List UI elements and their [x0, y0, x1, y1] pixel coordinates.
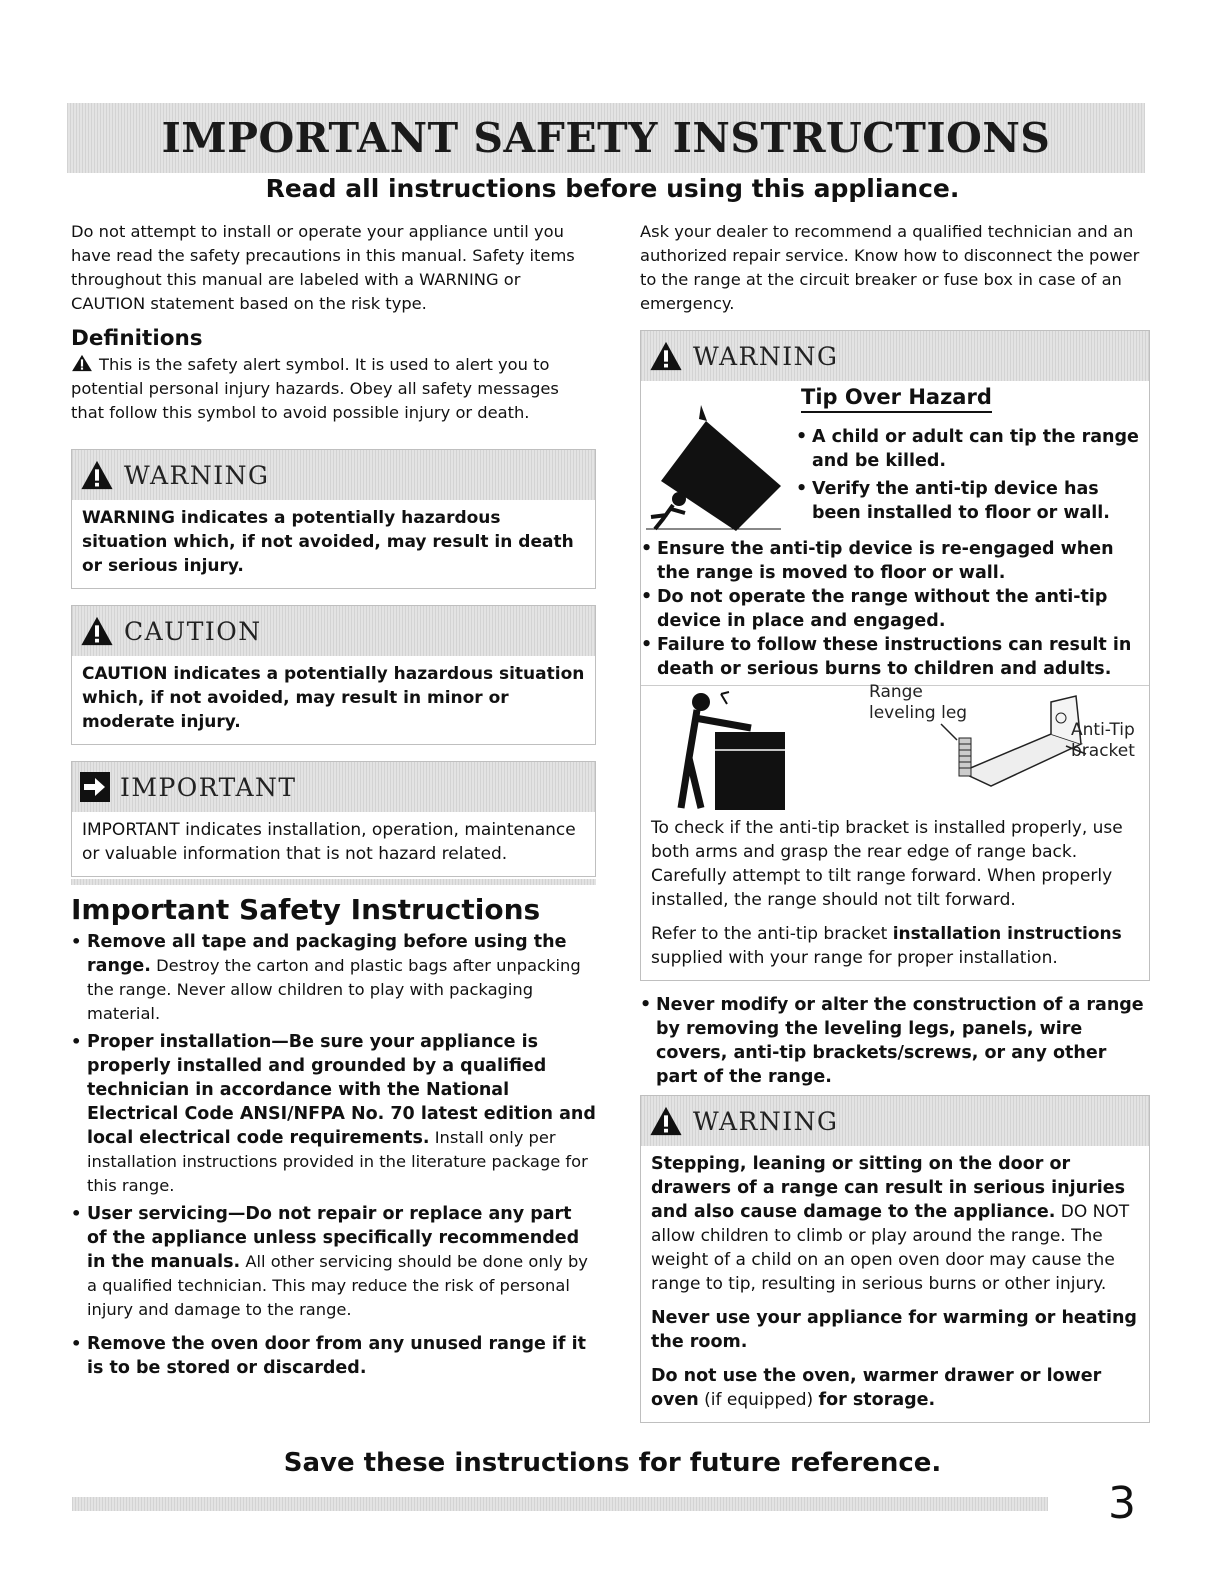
page-title: IMPORTANT SAFETY INSTRUCTIONS — [161, 114, 1051, 162]
list-item: • Proper installation—Be sure your appliance is properly installed and grounded by a qualified technician in accordance with the National Electrical Code ANSI/NFPA No. 70 latest edition and local electrical code requirements. Install only per installation instructions provided in the literature package for this range. — [71, 1030, 596, 1198]
list-item: • User servicing—Do not repair or replace any part of the appliance unless specifically recommended in the manuals. All other servicing should be done only by a qualified technician. This may reduce the risk of personal injury and damage to the range. — [71, 1202, 596, 1322]
definitions-text: This is the safety alert symbol. It is used to alert you to potential personal injury hazards. Obey all safety messages that follow this symbol to avoid possible injury or death. — [71, 355, 559, 422]
left-column — [71, 220, 596, 1384]
warning-definition-text: WARNING indicates a potentially hazardous situation which, if not avoided, may result in death or serious injury. — [82, 508, 574, 576]
anti-tip-bracket-label: Anti-Tip bracket — [1071, 720, 1135, 761]
list-item: • Ensure the anti-tip device is re-engaged when the range is moved to floor or wall. — [641, 537, 1139, 585]
title-banner — [67, 103, 1145, 173]
never-modify-list — [640, 993, 1150, 1089]
important-header — [72, 762, 595, 812]
list-item: • Do not operate the range without the anti-tip device in place and engaged. — [641, 585, 1139, 633]
safety-alert-icon — [71, 354, 93, 372]
important-label: IMPORTANT — [120, 772, 297, 802]
tip-over-long-list — [641, 537, 1139, 681]
warning-header — [72, 450, 595, 500]
tip-over-warning-box — [640, 330, 1150, 981]
warning-definition-box — [71, 449, 596, 589]
warning-header — [641, 1096, 1149, 1146]
storage-text: Do not use the oven, warmer drawer or lower oven (if equipped) for storage. — [651, 1366, 1102, 1410]
tip-over-long-list-wrap — [641, 537, 1149, 685]
range-leveling-leg-label: Range leveling leg — [869, 682, 968, 723]
important-definition-box — [71, 761, 596, 877]
tipping-range-illustration — [641, 391, 791, 531]
stepping-warning-body — [641, 1146, 1149, 1422]
safety-instructions-list — [71, 930, 596, 1380]
warning-label: WARNING — [693, 1106, 839, 1136]
safety-alert-icon — [649, 340, 683, 372]
stepping-warning-box — [640, 1095, 1150, 1423]
important-definition-text: IMPORTANT indicates installation, operation, maintenance or valuable information that is not hazard related. — [82, 820, 576, 864]
divider — [71, 879, 596, 885]
anti-tip-check-text: To check if the anti-tip bracket is installed properly, use both arms and grasp the rear edge of range back. Carefully attempt to tilt range forward. When properly installed, the range should not tilt forward. — [651, 818, 1123, 910]
subtitle: Read all instructions before using this appliance. — [265, 174, 960, 203]
never-heat-text: Never use your appliance for warming or heating the room. — [651, 1308, 1137, 1352]
tip-over-short-list — [796, 425, 1141, 529]
tip-over-title: Tip Over Hazard — [801, 385, 992, 413]
safety-alert-icon — [80, 459, 114, 491]
safety-instructions-heading: Important Safety Instructions — [71, 893, 541, 926]
never-modify-text: • Never modify or alter the construction of a range by removing the leveling legs, panels, wire covers, anti-tip brackets/screws, or any other part of the range. — [640, 993, 1150, 1089]
list-item: • Failure to follow these instructions can result in death or serious burns to children and adults. — [641, 633, 1139, 681]
anti-tip-check-section — [641, 814, 1149, 980]
page-number: 3 — [1108, 1478, 1136, 1529]
footer-bar — [72, 1497, 1048, 1511]
caution-definition-box — [71, 605, 596, 745]
anti-tip-refer-text: Refer to the anti-tip bracket installation instructions supplied with your range for proper installation. — [651, 924, 1122, 968]
list-item: • Verify the anti-tip device has been installed to floor or wall. — [796, 477, 1141, 525]
warning-label: WARNING — [693, 341, 839, 371]
right-column — [640, 220, 1150, 1423]
warning-label: WARNING — [124, 460, 270, 490]
important-arrow-icon — [80, 772, 110, 802]
anti-tip-diagram — [641, 682, 1149, 814]
definitions-heading: Definitions — [71, 326, 203, 351]
list-item: • Remove all tape and packaging before using the range. Destroy the carton and plastic bags after unpacking the range. Never allow children to play with packaging material. — [71, 930, 596, 1026]
stepping-warning-text: Stepping, leaning or sitting on the door or drawers of a range can result in serious injuries and also cause damage to the appliance. DO NOT allow children to climb or play around the range. The weight of a child on an open oven door may cause the range to tip, resulting in serious burns or other injury. — [651, 1154, 1130, 1294]
dealer-text: Ask your dealer to recommend a qualified technician and an authorized repair service. Know how to disconnect the power to the range at the circuit breaker or fuse box in case of an emergency. — [640, 222, 1140, 313]
intro-text: Do not attempt to install or operate your appliance until you have read the safety precautions in this manual. Safety items throughout this manual are labeled with a WARNING or CAUTION statement based on the risk type. — [71, 222, 575, 313]
tip-over-section — [641, 381, 1149, 537]
list-item: • Remove the oven door from any unused range if it is to be stored or discarded. — [71, 1332, 596, 1380]
warning-header — [641, 331, 1149, 381]
caution-definition-text: CAUTION indicates a potentially hazardous situation which, if not avoided, may result in minor or moderate injury. — [82, 664, 585, 732]
caution-label: CAUTION — [124, 616, 262, 646]
caution-header — [72, 606, 595, 656]
list-item: • A child or adult can tip the range and be killed. — [796, 425, 1141, 473]
safety-alert-icon — [80, 615, 114, 647]
person-checking-range-illustration — [671, 688, 791, 812]
safety-alert-icon — [649, 1105, 683, 1137]
footer-text: Save these instructions for future reference. — [283, 1448, 942, 1478]
